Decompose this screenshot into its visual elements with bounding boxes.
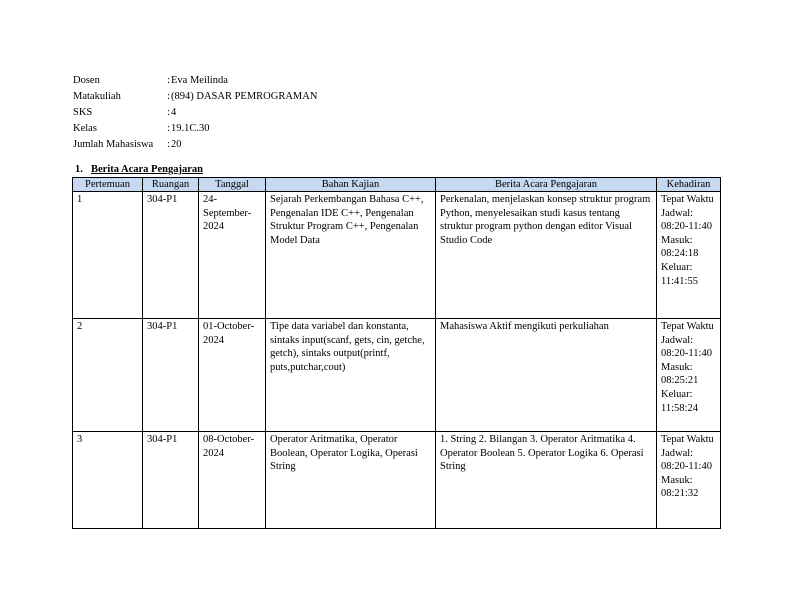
column-header-kehadiran: Kehadiran [657,178,721,192]
cell-berita-acara: Mahasiswa Aktif mengikuti perkuliahan [436,319,657,432]
cell-bahan-kajian: Sejarah Perkembangan Bahasa C++, Pengenalan IDE C++, Pengenalan Struktur Program C++, Pengenalan Model Data [266,192,436,319]
info-value: Eva Meilinda [171,75,228,86]
cell-bahan-kajian: Operator Aritmatika, Operator Boolean, Operator Logika, Operasi String [266,432,436,529]
info-label: Jumlah Mahasiswa [73,139,154,150]
info-row-dosen: Dosen :Eva Meilinda [73,73,317,89]
column-header-ruangan: Ruangan [143,178,199,192]
info-row-jumlah-mahasiswa: Jumlah Mahasiswa :20 [73,137,317,153]
cell-tanggal: 24-September-2024 [199,192,266,319]
column-header-pertemuan: Pertemuan [73,178,143,192]
column-header-bahan-kajian: Bahan Kajian [266,178,436,192]
cell-kehadiran: Tepat Waktu Jadwal: 08:20-11:40 Masuk: 08:24:18 Keluar: 11:41:55 [657,192,721,319]
column-header-tanggal: Tanggal [199,178,266,192]
info-row-matakuliah: Matakuliah :(894) DASAR PEMROGRAMAN [73,89,317,105]
cell-pertemuan: 1 [73,192,143,319]
table-row [73,319,721,432]
section-heading: Berita Acara Pengajaran [91,164,203,175]
cell-ruangan: 304-P1 [143,192,199,319]
info-value: 20 [171,139,182,150]
info-value: 4 [171,107,177,118]
cell-bahan-kajian: Tipe data variabel dan konstanta, sintaks input(scanf, gets, cin, getche, getch), sintaks output(printf, puts,putchar,cout) [266,319,436,432]
cell-berita-acara: 1. String 2. Bilangan 3. Operator Aritmatika 4. Operator Boolean 5. Operator Logika 6. Operasi String [436,432,657,529]
info-row-kelas: Kelas :19.1C.30 [73,121,317,137]
cell-berita-acara: Perkenalan, menjelaskan konsep struktur program Python, menyelesaikan studi kasus tentang struktur program python dengan editor Visual Studio Code [436,192,657,319]
cell-kehadiran: Tepat Waktu Jadwal: 08:20-11:40 Masuk: 08:25:21 Keluar: 11:58:24 [657,319,721,432]
info-label: Kelas [73,123,97,134]
info-label: Dosen [73,75,100,86]
info-value: (894) DASAR PEMROGRAMAN [171,91,318,102]
cell-ruangan: 304-P1 [143,432,199,529]
section-number: 1. [75,164,83,175]
column-header-berita-acara: Berita Acara Pengajaran [436,178,657,192]
table-row [73,192,721,319]
info-label: Matakuliah [73,91,121,102]
table-row [73,432,721,529]
cell-pertemuan: 3 [73,432,143,529]
info-value: 19.1C.30 [171,123,210,134]
berita-acara-table [72,177,721,529]
cell-pertemuan: 2 [73,319,143,432]
info-label: SKS [73,107,93,118]
info-row-sks: SKS :4 [73,105,317,121]
cell-tanggal: 01-October-2024 [199,319,266,432]
cell-kehadiran: Tepat Waktu Jadwal: 08:20-11:40 Masuk: 08:21:32 [657,432,721,529]
section-title [75,163,203,177]
course-info [73,73,317,153]
table-header-row [73,178,721,192]
cell-tanggal: 08-October-2024 [199,432,266,529]
cell-ruangan: 304-P1 [143,319,199,432]
